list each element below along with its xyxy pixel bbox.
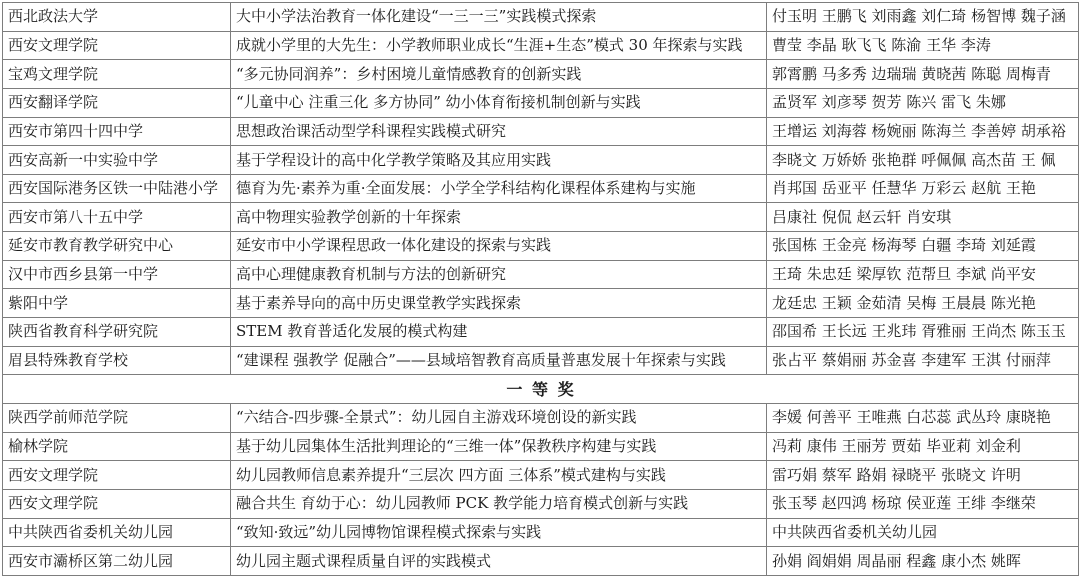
table-row <box>3 203 1079 232</box>
institution-cell: 中共陕西省委机关幼儿园 <box>3 518 231 547</box>
members-cell: 孙娟 阎娟娟 周晶丽 程鑫 康小杰 姚晖 <box>767 547 1079 576</box>
table-row <box>3 260 1079 289</box>
members-cell: 李晓文 万娇娇 张艳群 呼佩佩 高杰苗 王 佩 <box>767 146 1079 175</box>
project-title-cell: 思想政治课活动型学科课程实践模式研究 <box>231 117 767 146</box>
project-title-cell: 成就小学里的大先生：小学教师职业成长“生涯+生态”模式 30 年探索与实践 <box>231 31 767 60</box>
members-cell: 邵国希 王长远 王兆玮 胥雅丽 王尚杰 陈玉玉 <box>767 318 1079 347</box>
members-cell: 张玉琴 赵四鸿 杨琼 侯亚莲 王绯 李继荣 <box>767 489 1079 518</box>
institution-cell: 西安市第四十四中学 <box>3 117 231 146</box>
project-title-cell: 融合共生 育幼于心：幼儿园教师 PCK 教学能力培育模式创新与实践 <box>231 489 767 518</box>
project-title-cell: STEM 教育普适化发展的模式构建 <box>231 318 767 347</box>
members-cell: 王增运 刘海蓉 杨婉丽 陈海兰 李善婷 胡承裕 <box>767 117 1079 146</box>
institution-cell: 西安翻译学院 <box>3 88 231 117</box>
award-table <box>2 2 1079 576</box>
institution-cell: 宝鸡文理学院 <box>3 60 231 89</box>
table-row <box>3 88 1079 117</box>
prize-tier-label: 一 等 奖 <box>3 375 1079 404</box>
institution-cell: 西北政法大学 <box>3 3 231 32</box>
members-cell: 孟贤军 刘彦琴 贺芳 陈兴 雷飞 朱娜 <box>767 88 1079 117</box>
institution-cell: 西安国际港务区铁一中陆港小学 <box>3 174 231 203</box>
project-title-cell: “建课程 强教学 促融合”——县域培智教育高质量普惠发展十年探索与实践 <box>231 346 767 375</box>
project-title-cell: 高中心理健康教育机制与方法的创新研究 <box>231 260 767 289</box>
institution-cell: 眉县特殊教育学校 <box>3 346 231 375</box>
members-cell: 肖邦国 岳亚平 任慧华 万彩云 赵航 王艳 <box>767 174 1079 203</box>
table-row <box>3 403 1079 432</box>
table-row <box>3 117 1079 146</box>
table-row <box>3 518 1079 547</box>
institution-cell: 西安文理学院 <box>3 31 231 60</box>
project-title-cell: “六结合-四步骤-全景式”：幼儿园自主游戏环境创设的新实践 <box>231 403 767 432</box>
table-row <box>3 289 1079 318</box>
project-title-cell: 幼儿园主题式课程质量自评的实践模式 <box>231 547 767 576</box>
table-row <box>3 31 1079 60</box>
institution-cell: 榆林学院 <box>3 432 231 461</box>
table-row <box>3 60 1079 89</box>
project-title-cell: 基于学程设计的高中化学教学策略及其应用实践 <box>231 146 767 175</box>
institution-cell: 陕西学前师范学院 <box>3 403 231 432</box>
members-cell: 龙廷忠 王颖 金茹清 吴梅 王晨晨 陈光艳 <box>767 289 1079 318</box>
project-title-cell: 高中物理实验教学创新的十年探索 <box>231 203 767 232</box>
table-row <box>3 232 1079 261</box>
institution-cell: 紫阳中学 <box>3 289 231 318</box>
institution-cell: 西安市第八十五中学 <box>3 203 231 232</box>
members-cell: 付玉明 王鹏飞 刘雨鑫 刘仁琦 杨智博 魏子涵 <box>767 3 1079 32</box>
institution-cell: 西安市灞桥区第二幼儿园 <box>3 547 231 576</box>
members-cell: 中共陕西省委机关幼儿园 <box>767 518 1079 547</box>
members-cell: 曹莹 李晶 耿飞飞 陈渝 王华 李涛 <box>767 31 1079 60</box>
members-cell: 郭霄鹏 马多秀 边瑞瑞 黄晓茜 陈聪 周梅青 <box>767 60 1079 89</box>
members-cell: 张国栋 王金亮 杨海琴 白疆 李琦 刘延霞 <box>767 232 1079 261</box>
table-row <box>3 432 1079 461</box>
table-row <box>3 174 1079 203</box>
institution-cell: 陕西省教育科学研究院 <box>3 318 231 347</box>
project-title-cell: 基于幼儿园集体生活批判理论的“三维一体”保教秩序构建与实践 <box>231 432 767 461</box>
table-row <box>3 3 1079 32</box>
table-row <box>3 318 1079 347</box>
table-row <box>3 461 1079 490</box>
members-cell: 吕康社 倪侃 赵云轩 肖安琪 <box>767 203 1079 232</box>
institution-cell: 西安文理学院 <box>3 461 231 490</box>
project-title-cell: 延安市中小学课程思政一体化建设的探索与实践 <box>231 232 767 261</box>
institution-cell: 西安高新一中实验中学 <box>3 146 231 175</box>
members-cell: 冯莉 康伟 王丽芳 贾茹 毕亚莉 刘金利 <box>767 432 1079 461</box>
institution-cell: 汉中市西乡县第一中学 <box>3 260 231 289</box>
project-title-cell: “致知·致远”幼儿园博物馆课程模式探索与实践 <box>231 518 767 547</box>
table-row <box>3 547 1079 576</box>
project-title-cell: 基于素养导向的高中历史课堂教学实践探索 <box>231 289 767 318</box>
award-table-body <box>3 3 1079 576</box>
members-cell: 李媛 何善平 王唯燕 白芯蕊 武丛玲 康晓艳 <box>767 403 1079 432</box>
project-title-cell: 德育为先·素养为重·全面发展：小学全学科结构化课程体系建构与实施 <box>231 174 767 203</box>
institution-cell: 西安文理学院 <box>3 489 231 518</box>
prize-tier-row <box>3 375 1079 404</box>
table-row <box>3 146 1079 175</box>
table-row <box>3 489 1079 518</box>
members-cell: 张占平 蔡娟丽 苏金喜 李建军 王淇 付丽萍 <box>767 346 1079 375</box>
project-title-cell: “多元协同润养”：乡村困境儿童情感教育的创新实践 <box>231 60 767 89</box>
members-cell: 雷巧娟 蔡军 路娟 禄晓平 张晓文 许明 <box>767 461 1079 490</box>
project-title-cell: 大中小学法治教育一体化建设“一三一三”实践模式探索 <box>231 3 767 32</box>
members-cell: 王琦 朱忠廷 梁厚钦 范帮旦 李斌 尚平安 <box>767 260 1079 289</box>
table-row <box>3 346 1079 375</box>
institution-cell: 延安市教育教学研究中心 <box>3 232 231 261</box>
project-title-cell: 幼儿园教师信息素养提升“三层次 四方面 三体系”模式建构与实践 <box>231 461 767 490</box>
project-title-cell: “儿童中心 注重三化 多方协同” 幼小体育衔接机制创新与实践 <box>231 88 767 117</box>
